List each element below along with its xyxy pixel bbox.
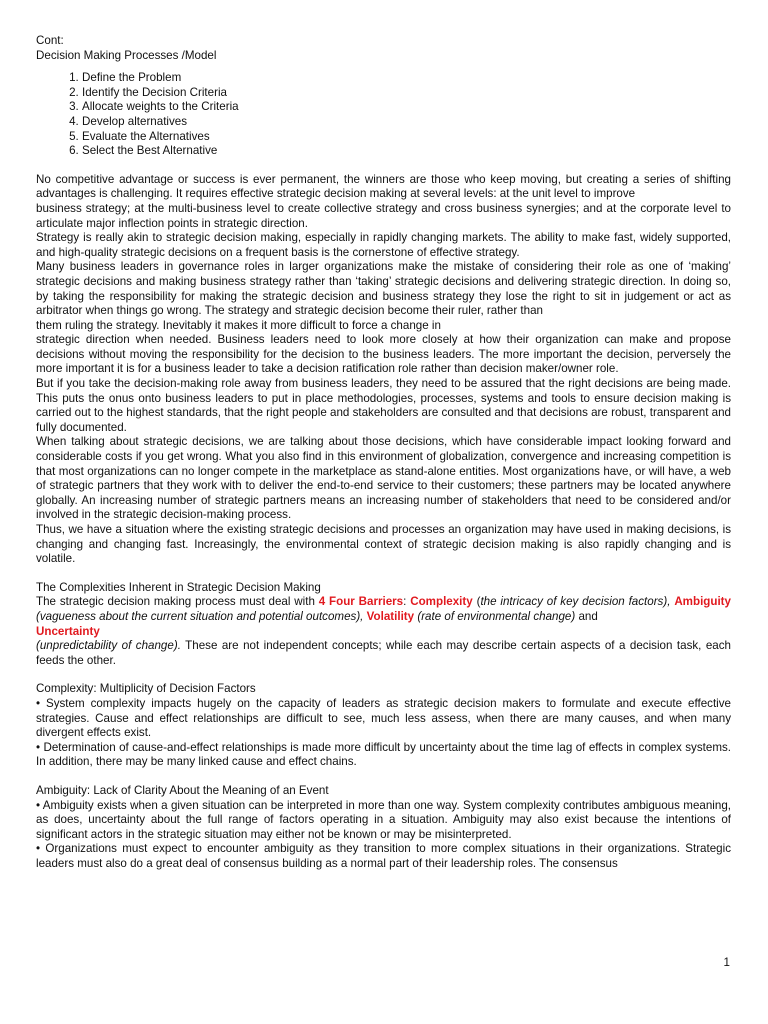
barriers-colon: : [403,595,411,609]
ambiguity-label: Ambiguity [674,595,731,609]
complexity-heading: Complexity: Multiplicity of Decision Factors [36,682,256,696]
paragraph: But if you take the decision-making role away from business leaders, they need to be assured that the right decisions are being made. This puts the onus onto business leaders to put in place methodologies, processes, systems and tools to ensure decision making is carried out to the highest standards, that the right people and stakeholders are consulted and that decisions are robust, transparent and fully documented. [36,377,731,434]
paragraph: business strategy; at the multi-business level to create collective strategy and cross business synergies; and at the corporate level to articulate major inflection points in strategic direction. [36,201,731,230]
list-item: 5. Evaluate the Alternatives [82,130,731,145]
list-item: 4. Develop alternatives [82,115,731,130]
paragraph: Strategy is really akin to strategic decision making, especially in rapidly changing markets. The ability to make fast, widely supported, and high-quality strategic decisions on a frequent basis is the cornerstone of effective strategy. [36,231,731,259]
bullet-item: • Organizations must expect to encounter ambiguity as they transition to more complex situations in their organizations. Strategic leaders must also do a great deal of consensus building as a normal part of their leadership roles. The consensus [36,842,731,870]
cont-label: Cont: [36,34,64,47]
paragraph: Thus, we have a situation where the existing strategic decisions and processes an organization may have used in making decisions, is changing and changing fast. Increasingly, the environmental context of strategic decision making is also rapidly changing and is volatile. [36,523,731,566]
paragraph: them ruling the strategy. Inevitably it makes it more difficult to force a change in [36,318,441,332]
barriers-closing: These are not independent concepts; while each may describe certain aspects of a decision task, each feeds the other. [36,639,731,667]
ambiguity-desc: (vagueness about the current situation and potential outcomes), [36,609,364,623]
complexity-desc: the intricacy of key decision factors), [480,595,671,609]
page-number: 1 [723,956,730,969]
bullet-item: • Ambiguity exists when a given situation can be interpreted in more than one way. System complexity contributes ambiguous meaning, as does, uncertainty about the full range of factors operating in a situation. Ambiguity may also exist because the intentions of significant actors in the strategic situation may either not be known or may be misinterpreted. [36,798,731,841]
paragraph: strategic direction when needed. Business leaders need to look more closely at how their organization can make and propose decisions without moving the responsibility for the decision to the business leaders. The more important the decision, perversely the more important it is for a business leader to take a decision ratification role rather than decision maker/owner role. [36,333,731,376]
document-page [36,34,731,871]
document-title: Decision Making Processes /Model [36,48,217,62]
barriers-intro: The strategic decision making process must deal with [36,595,319,609]
complexity-label: Complexity [410,595,473,609]
list-item: 6. Select the Best Alternative [82,144,731,159]
paragraph: Many business leaders in governance roles in larger organizations make the mistake of considering their role as one of ‘making’ strategic decisions and making business strategy rather than ‘taking’ strategic decisions and delivering strategic direction. In doing so, by taking the responsibility for making the strategic decision and business strategy they lose the right to sit in judgement or act as arbitrator when things go wrong. The strategy and strategic decision become their ruler, rather than [36,260,731,318]
uncertainty-desc: (unpredictability of change). [36,639,181,653]
decision-steps-list [36,71,731,159]
and-text: and [575,609,598,623]
ambiguity-heading: Ambiguity: Lack of Clarity About the Meaning of an Event [36,783,329,797]
volatility-desc: (rate of environmental change) [414,609,576,623]
list-item: 1. Define the Problem [82,71,731,86]
list-item: 2. Identify the Decision Criteria [82,86,731,101]
complexity-open: ( [472,595,481,609]
paragraph: No competitive advantage or success is ever permanent, the winners are those who keep moving, but creating a series of shifting advantages is challenging. It requires effective strategic decision making at several levels: at the unit level to improve [36,172,731,201]
barriers-label: 4 Four Barriers [318,595,404,609]
bullet-item: • System complexity impacts hugely on the capacity of leaders as strategic decision makers to formulate and execute effective strategies. Cause and effect relationships are difficult to see, much less assess, when there are many causes, and when many divergent effects exist. [36,696,731,740]
uncertainty-label: Uncertainty [36,624,100,638]
section-heading: The Complexities Inherent in Strategic Decision Making [36,580,321,594]
volatility-label: Volatility [366,609,415,623]
barriers-paragraph [36,595,731,668]
bullet-item: • Determination of cause-and-effect relationships is made more difficult by uncertainty about the time lag of effects in complex systems. In addition, there may be many linked cause and effect chains. [36,740,731,769]
paragraph: When talking about strategic decisions, we are talking about those decisions, which have considerable impact looking forward and considerable costs if you get wrong. What you also find in this environment of globalization, convergence and increasing competition is that most organizations can no longer compete in the marketplace as stand-alone entities. Most organizations have, or will have, a web of strategic partners that they work with to deliver the end-to-end service to their customers; these partners may be located anywhere globally. An increasing number of strategic partners means an increasing number of stakeholders that need to be considered and/or involved in the strategic decision-making process. [36,435,731,522]
list-item: 3. Allocate weights to the Criteria [82,100,731,115]
